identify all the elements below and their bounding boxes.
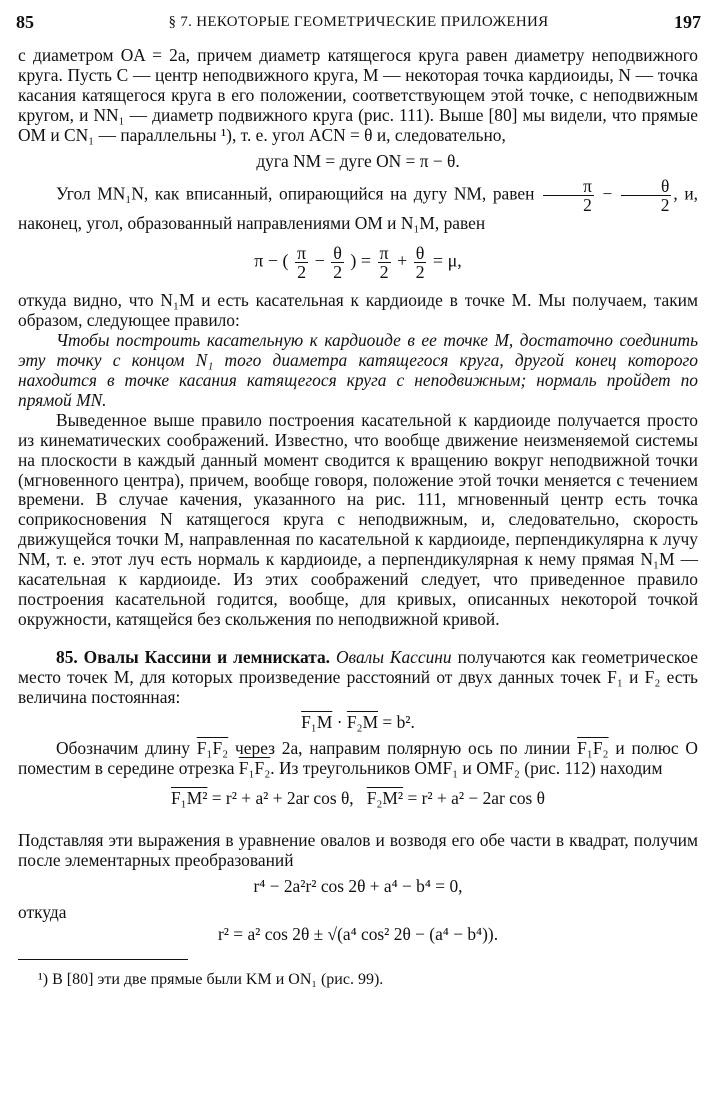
page-header — [16, 8, 701, 38]
fraction-numerator: π — [543, 177, 594, 196]
fraction-denominator: 2 — [415, 262, 425, 283]
eq-fraction — [331, 244, 344, 281]
section-85-paragraph — [18, 648, 698, 708]
section-title: 85. Овалы Кассини и лемниската. — [56, 646, 331, 667]
segment-f1f2: F₁F₂ — [196, 738, 229, 759]
section-number: 85 — [16, 12, 34, 32]
fraction-denominator: 2 — [333, 262, 343, 283]
fraction-denominator: 2 — [583, 195, 592, 216]
page-number: 197 — [674, 12, 701, 32]
eq-fraction — [295, 244, 308, 281]
equation-cassini — [18, 713, 698, 733]
text-part: . Из треугольников OMF₁ и OMF₂ (рис. 112) находим — [270, 758, 663, 779]
eq-lparen: ( — [282, 250, 289, 271]
eq-dot: · — [336, 712, 343, 733]
text-part: Обозначим длину — [56, 738, 190, 759]
section-text: получаются как геометрическое место точек M, для которых произведение расстояний от двух данных точек F₁ и F₂ есть величина постоянная: — [18, 646, 698, 707]
segment-f1m-squared: F₁M² — [171, 788, 208, 809]
segment-f2m: F₂M — [346, 712, 379, 733]
eq-fraction — [378, 244, 391, 281]
eq-fraction — [414, 244, 427, 281]
tangent-rule-italic: Чтобы построить касательную к кардиоиде в ее точке M, достаточно соединить эту точку с концом N₁ того диаметра катящегося круга, другой конец которого находится в точке касания катящегося круга с неподвижным; нормаль пройдет по прямой MN. — [18, 330, 698, 410]
segment-f1m: F₁M — [301, 712, 333, 733]
eq-rest: = r² + a² − 2ar cos θ — [407, 788, 545, 809]
segment-f1f2: F₁F₂ — [577, 738, 609, 759]
eq-rparen: ) = — [350, 250, 372, 271]
fraction-numerator: π — [379, 243, 389, 264]
equation-arc: дуга NM = дуге ON = π − θ. — [256, 150, 460, 171]
eq-minus: − — [314, 250, 325, 271]
fraction-denominator: 2 — [297, 262, 307, 283]
fraction-numerator: θ — [333, 243, 342, 264]
paragraph-polar-setup — [18, 739, 698, 779]
eq-rest: = r² + a² + 2ar cos θ, — [211, 788, 354, 809]
equation-r-squared: r² = a² cos 2θ ± √(a⁴ cos² 2θ − (a⁴ − b⁴)). — [217, 923, 499, 944]
fraction-numerator: π — [297, 243, 307, 264]
section-term: Овалы Кассини — [335, 646, 452, 667]
fraction-numerator: θ — [415, 243, 425, 264]
page-body — [18, 46, 698, 990]
minus-sign: − — [602, 183, 613, 204]
fraction-pi-over-2 — [543, 177, 594, 214]
footnote-divider — [18, 959, 188, 960]
fraction-denominator: 2 — [660, 195, 670, 216]
fraction-theta-over-2 — [621, 177, 671, 214]
paragraph-substitution: Подставляя эти выражения в уравнение овалов и возводя его обе части в квадрат, получим после элементарных преобразований — [18, 830, 698, 870]
segment-f2m-squared: F₂M² — [366, 788, 404, 809]
fraction-denominator: 2 — [379, 262, 389, 283]
eq-pi: π — [254, 250, 264, 271]
eq-minus: − — [267, 250, 279, 271]
fraction-numerator: θ — [621, 177, 671, 196]
text-part: и полюс O поместим в середине отрезка — [18, 738, 698, 779]
equation-mu — [18, 244, 698, 281]
eq-rest: = b². — [382, 712, 415, 733]
segment-f1f2: F₁F₂ — [238, 758, 271, 779]
eq-plus: + — [397, 250, 408, 271]
angle-text-a: Угол MN₁N, как вписанный, опирающийся на дугу NM, равен — [56, 183, 535, 204]
eq-mu: = μ, — [432, 250, 462, 271]
equation-distances — [18, 789, 698, 809]
paragraph-tangent-conclusion: откуда видно, что N₁M и есть касательная к кардиоиде в точке M. Мы получаем, таким образом, следующее правило: — [18, 290, 698, 331]
angle-text-b: , и, наконец, угол, образованный направлениями OM и N₁M, равен — [18, 183, 698, 234]
footnote: ¹) В [80] эти две прямые были KM и ON₁ (рис. 99). — [38, 970, 384, 988]
paragraph-angle — [18, 177, 698, 234]
word-otkuda: откуда — [18, 901, 67, 922]
paragraph-cardioid-setup: с диаметром OA = 2a, причем диаметр катящегося круга равен диаметру неподвижного круга. Пусть C — центр неподвижного круга, M — некоторая точка кардиоиды, N — точка касания катящегося круга в его положении, соответствующем этой точке, с неподвижным кругом, и NN₁ — диаметр подвижного круга (рис. 111). Выше [80] мы видели, что прямые OM и CN₁ — параллельны ¹), т. е. угол ACN = θ и, следовательно, — [18, 45, 698, 145]
equation-quartic: r⁴ − 2a²r² cos 2θ + a⁴ − b⁴ = 0, — [253, 875, 463, 896]
running-title: § 7. НЕКОТОРЫЕ ГЕОМЕТРИЧЕСКИЕ ПРИЛОЖЕНИЯ — [168, 14, 549, 30]
paragraph-kinematics: Выведенное выше правило построения касательной к кардиоиде получается просто из кинематических соображений. Известно, что вообще движение неизменяемой системы на плоскости в каждый данный момент сводится к вращению вокруг неподвижной точки (мгновенного центра), причем, вообще говоря, положение этой точки меняется с течением времени. В случае качения, указанного на рис. 111, мгновенный центр есть точка соприкосновения N катящегося круга с неподвижным, и, следовательно, скорость движущейся точки M, направленная по касательной к кардиоиде, перпендикулярна к лучу NM, т. е. этот луч есть нормаль к кардиоиде, а перпендикулярная к нему прямая N₁M — касательная к кардиоиде. Из этих соображений следует, что приведенное правило построения касательной годится, вообще, для кривых, описанных некоторой точкой окружности, катящейся без скольжения по неподвижной кривой. — [18, 409, 698, 629]
text-part: через 2a, направим полярную ось по линии — [235, 738, 571, 759]
